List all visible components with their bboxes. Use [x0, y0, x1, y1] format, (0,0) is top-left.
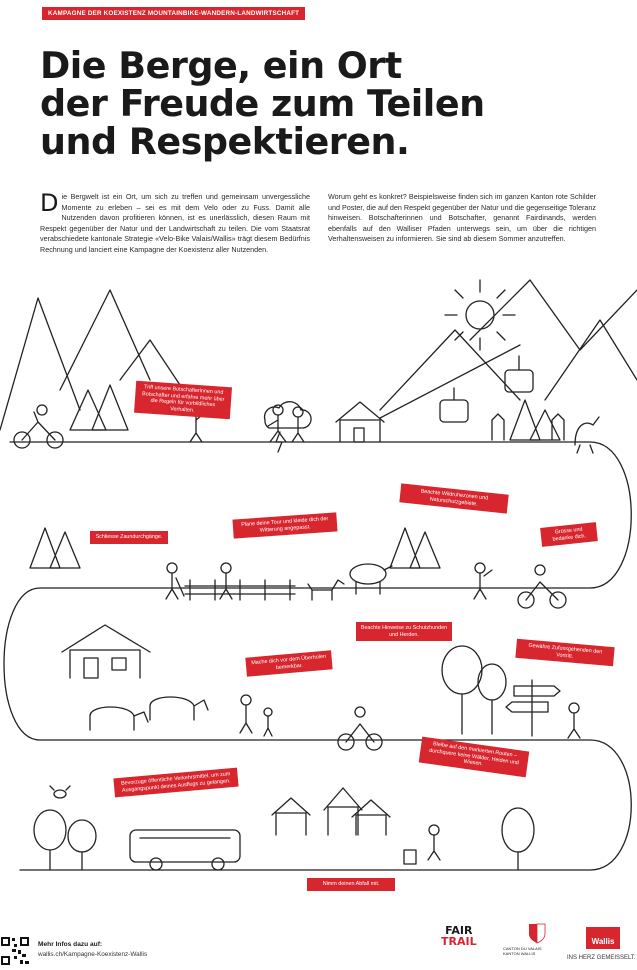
- page-title: [40, 44, 600, 163]
- more-info-link[interactable]: wallis.ch/Kampagne-Koexistenz-Wallis: [38, 951, 148, 958]
- sign-overtaking: Mache dich vor dem Überholen bemerkbar.: [245, 650, 332, 677]
- sign-greet: Grüsse und bedanke dich.: [540, 522, 598, 547]
- trail-illustration: [0, 270, 637, 910]
- farmhouse-icon: [62, 625, 150, 678]
- hut-icon: [336, 402, 384, 442]
- drop-cap: D: [40, 189, 59, 217]
- hiker-waste-icon: [404, 825, 440, 864]
- village-houses-icon: [272, 788, 390, 835]
- sign-public-transport: Bevorzuge öffentliche Verkehrsmittel, um zum Ausgangspunkt deines Ausflugs zu gelangen.: [113, 768, 238, 798]
- trees-4-icon: [34, 808, 534, 870]
- title-line-3: und Respektieren.: [40, 120, 410, 163]
- intro-column-2: Worum geht es konkret? Beispielsweise finden sich im ganzen Kanton rote Schilder und Poster, die auf den Respekt gegenüber der Natur und die gegenseitige Toleranz hinweisen. Botschafterinnen und Botschafter, genannt Fairdinands, werden ebenfalls auf den Walliser Pfaden unterwegs sein, um über die richtigen Verhaltensweisen zu informieren. Sie sind ab diesem Sommer anzutreffen.: [328, 192, 596, 244]
- sun-icon: [445, 280, 515, 350]
- sign-guard-dogs: Beachte Hinweise zu Schutzhunden und Herden.: [356, 622, 452, 641]
- campaign-tag: KAMPAGNE DER KOEXISTENZ MOUNTAINBIKE-WANDERN-LANDWIRTSCHAFT: [42, 7, 305, 20]
- canton-label-fr: CANTON DU VALAIS: [503, 946, 542, 951]
- intro-column-1: [40, 189, 310, 256]
- sheep-icon: [350, 564, 392, 594]
- canton-label: [503, 946, 542, 956]
- cable-car-icon: [380, 345, 533, 422]
- sign-right-of-way: Gewähre Zufussgehenden den Vortritt.: [515, 639, 614, 667]
- mountains-right-icon: [380, 280, 637, 410]
- wallis-logo: Wallis: [586, 927, 620, 949]
- sign-close-gates: Schliesse Zaundurchgänge.: [90, 531, 168, 544]
- intro-text-1: ie Bergwelt ist ein Ort, um sich zu treffen und gemeinsam unvergessliche Momente zu erleben – sei es mit dem Velo oder zu Fuss. Damit alle Nutzenden davon profitieren können, ist es unerlässlich, diesen Raum mit Respekt gegenüber der Natur und der Landwirtschaft zu teilen. Die vom Staatsrat verabschiedete kantonale Strategie «Velo-Bike Valais/Wallis» trägt diesem Bedürfnis Rechnung und lanciert eine Kampagne der Koexistenz aller Nutzenden.: [40, 192, 310, 254]
- sign-plan-tour: Plane deine Tour und kleide dich der Witterung angepasst.: [232, 512, 337, 538]
- fair-logo-line-1: FAIR: [445, 924, 473, 937]
- cyclist-2-icon: [518, 565, 566, 608]
- canton-label-de: KANTON WALLIS: [503, 951, 536, 956]
- sign-ambassadors: Triff unsere Botschafterinnen und Botschafter und erfahre mehr über die Regeln für vorbildliches Verhalten.: [134, 381, 232, 420]
- qr-code-icon[interactable]: [0, 936, 30, 966]
- dog-icon: [308, 580, 344, 600]
- title-line-1: Die Berge, ein Ort: [40, 44, 402, 87]
- family-icon: [240, 695, 272, 736]
- fence-icon: [185, 580, 295, 600]
- fair-trail-logo: [441, 925, 477, 947]
- wallis-slogan: INS HERZ GEMEISSELT.: [567, 955, 636, 961]
- more-info-label: Mehr Infos dazu auf:: [38, 941, 103, 948]
- goats-icon: [492, 414, 599, 453]
- cows-icon: [90, 697, 208, 730]
- title-line-2: der Freude zum Teilen: [40, 82, 485, 125]
- bee-icon: [50, 786, 70, 798]
- canton-crest-icon: [526, 922, 548, 944]
- sign-take-waste: Nimm deinen Abfall mit.: [307, 878, 395, 891]
- sign-stay-on-route: Bleibe auf den markierten Routen – durchquere keine Wälder, Heiden und Wiesen.: [419, 737, 530, 778]
- storm-cloud-icon: [265, 402, 312, 452]
- sign-wildlife-zones: Beachte Wildruhezonen und Naturschutzgebiete.: [399, 483, 508, 513]
- cyclist-3-icon: [338, 707, 382, 750]
- fair-logo-line-2: TRAIL: [441, 935, 477, 948]
- hiker-3-icon: [568, 703, 580, 738]
- signpost-icon: [506, 680, 560, 736]
- bus-icon: [130, 830, 240, 870]
- deciduous-trees-icon: [442, 646, 506, 734]
